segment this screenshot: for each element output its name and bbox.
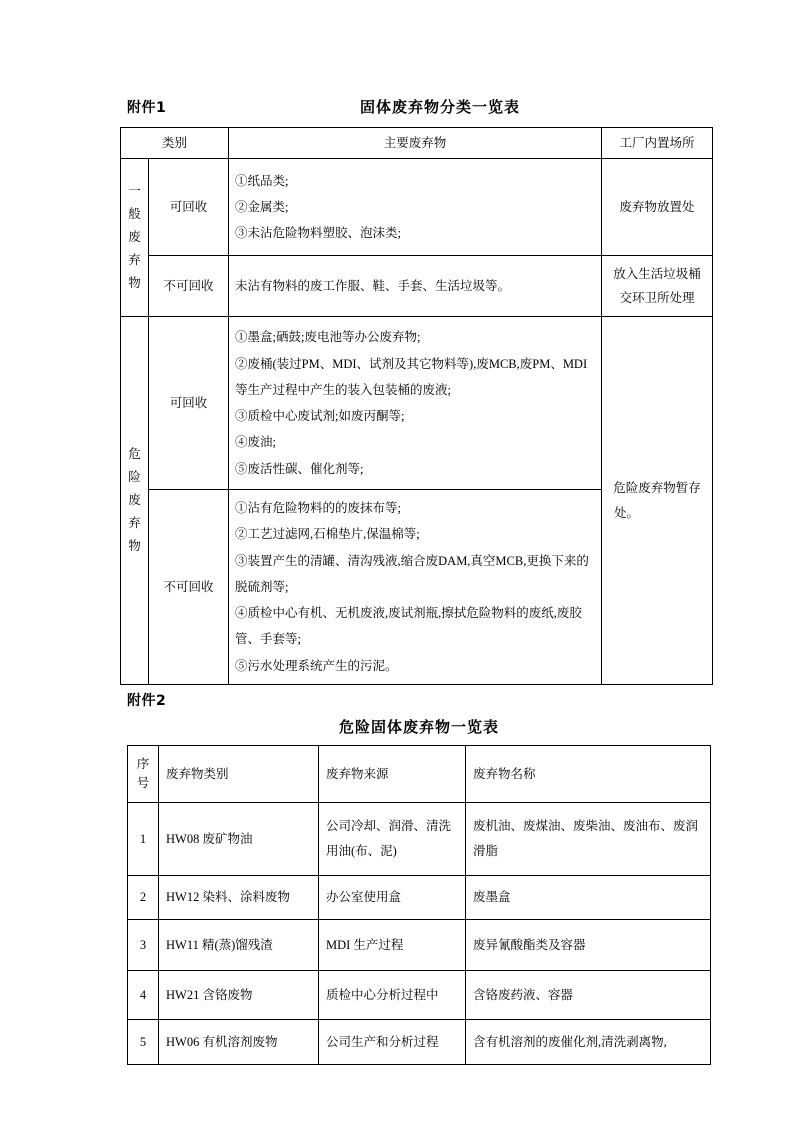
cell-serial-number: 4: [128, 971, 159, 1020]
recyclable-label: 可回收: [149, 317, 229, 490]
cell-waste-type: HW21 含铬废物: [159, 971, 319, 1020]
attachment-1-label: 附件1: [127, 100, 167, 116]
cell-waste-source: 办公室使用盒: [319, 876, 466, 920]
non-recyclable-label: 不可回收: [149, 256, 229, 317]
header-char: 号: [136, 776, 150, 790]
group-char: 危: [128, 446, 141, 461]
waste-item: ③装置产生的清罐、清沟残液,缩合废DAM,真空MCB,更换下来的脱硫剂等;: [235, 553, 589, 594]
table-header-row: [121, 128, 713, 159]
cell-waste-source: MDI 生产过程: [319, 920, 466, 971]
waste-items-cell: [229, 490, 602, 685]
table-row: [128, 1020, 711, 1065]
waste-item: ⑤废活性碳、催化剂等;: [235, 461, 364, 476]
waste-item: ②废桶(装过PM、MDI、试剂及其它物料等),废MCB,废PM、MDI等生产过程中产生的装入包装桶的废液;: [235, 356, 588, 397]
table-row: [121, 256, 713, 317]
cell-waste-type: HW12 染料、涂料废物: [159, 876, 319, 920]
waste-item: ②工艺过滤网,石棉垫片,保温棉等;: [235, 527, 420, 542]
table-row: [121, 159, 713, 256]
waste-item: ①墨盒;硒鼓;废电池等办公废弃物;: [235, 330, 421, 345]
cell-serial-number: 5: [128, 1020, 159, 1065]
waste-item: ①纸品类;: [235, 173, 289, 188]
place-line: 放入生活垃圾桶: [613, 266, 701, 281]
non-recyclable-label: 不可回收: [149, 490, 229, 685]
cell-serial-number: 2: [128, 876, 159, 920]
cell-serial-number: 3: [128, 920, 159, 971]
waste-item: ①沾有危险物料的的废抹布等;: [235, 501, 401, 516]
table-row: [128, 971, 711, 1020]
recyclable-label: 可回收: [149, 159, 229, 256]
header-category: 类别: [121, 128, 229, 159]
group-general-waste-label: [121, 159, 149, 317]
group-char: 弃: [128, 516, 141, 531]
place-line: 危险废弃物暂存: [613, 480, 701, 495]
waste-items-cell: [229, 159, 602, 256]
header-waste-source: 废弃物来源: [319, 746, 466, 803]
group-char: 废: [128, 229, 141, 244]
group-hazardous-waste-label: [121, 317, 149, 685]
waste-item: ③未沾危险物料塑胶、泡沫类;: [235, 226, 401, 241]
group-char: 物: [128, 539, 141, 554]
table-row: [128, 876, 711, 920]
cell-waste-source: 公司冷却、润滑、清洗用油(布、泥): [319, 803, 466, 876]
place-cell: [602, 256, 713, 317]
table-row: [128, 920, 711, 971]
cell-waste-source: 质检中心分析过程中: [319, 971, 466, 1020]
group-char: 般: [128, 206, 141, 221]
solid-waste-classification-table: [120, 127, 713, 685]
cell-waste-type: HW11 精(蒸)馏残渣: [159, 920, 319, 971]
group-char: 物: [128, 276, 141, 291]
place-line: 处。: [614, 505, 640, 520]
header-main-waste: 主要废弃物: [229, 128, 602, 159]
cell-waste-type: HW08 废矿物油: [159, 803, 319, 876]
cell-waste-source: 公司生产和分析过程: [319, 1020, 466, 1065]
table-header-row: [128, 746, 711, 803]
group-char: 弃: [128, 253, 141, 268]
attachment-2-title: 危险固体废弃物一览表: [339, 718, 500, 736]
group-char: 废: [128, 492, 141, 507]
header-waste-name: 废弃物名称: [466, 746, 711, 803]
header-place: 工厂内置场所: [602, 128, 713, 159]
waste-items-cell: [229, 256, 602, 317]
group-char: 险: [128, 469, 141, 484]
waste-item: ④质检中心有机、无机废液,废试剂瓶,擦拭危险物料的废纸,废胶管、手套等;: [235, 606, 582, 647]
cell-waste-name: 含铬废药液、容器: [466, 971, 711, 1020]
cell-serial-number: 1: [128, 803, 159, 876]
place-cell: [602, 317, 713, 685]
cell-waste-name: 废机油、废煤油、废柴油、废油布、废润滑脂: [466, 803, 711, 876]
header-serial-number: [128, 746, 159, 803]
waste-item: ⑤污水处理系统产生的污泥。: [235, 658, 398, 673]
header-waste-type: 废弃物类别: [159, 746, 319, 803]
waste-item: ③质检中心废试剂;如废丙酮等;: [235, 409, 405, 423]
cell-waste-type: HW06 有机溶剂废物: [159, 1020, 319, 1065]
waste-item: ④废油;: [235, 435, 276, 450]
cell-waste-name: 废墨盒: [466, 876, 711, 920]
group-char: 一: [128, 183, 141, 198]
waste-item: ②金属类;: [235, 199, 289, 214]
attachment-2-label: 附件2: [127, 693, 167, 709]
place-line: 交环卫所处理: [619, 291, 695, 305]
table-row: [128, 803, 711, 876]
table-row: [121, 317, 713, 490]
hazardous-solid-waste-table: [127, 745, 711, 1065]
header-char: 序: [136, 756, 150, 771]
waste-items-cell: [229, 317, 602, 490]
attachment-1-title: 固体废弃物分类一览表: [360, 98, 521, 116]
cell-waste-name: 废异氰酸酯类及容器: [466, 920, 711, 971]
cell-waste-name: 含有机溶剂的废催化剂,清洗剥离物,: [466, 1020, 711, 1065]
waste-item: 未沾有物料的废工作服、鞋、手套、生活垃圾等。: [235, 278, 511, 293]
place-cell: 废弃物放置处: [602, 159, 713, 256]
